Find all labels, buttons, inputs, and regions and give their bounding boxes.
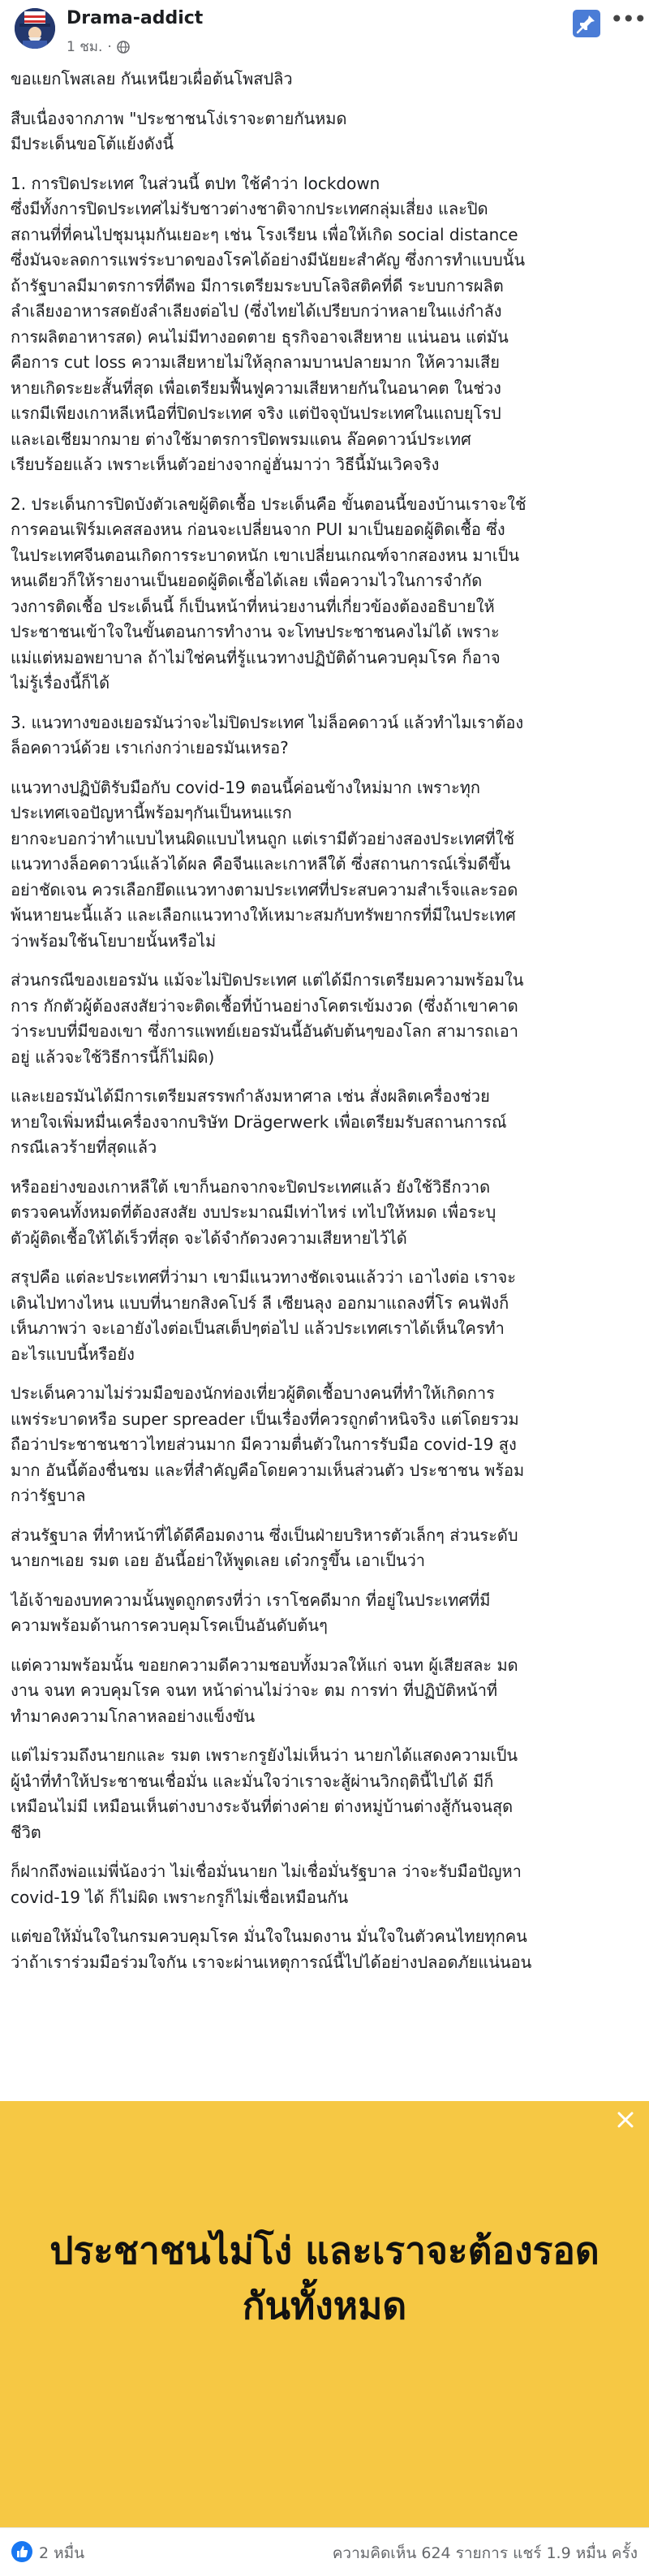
- page-name[interactable]: Drama-addict: [67, 8, 204, 28]
- uncle-sam-avatar-icon: [15, 8, 55, 49]
- post-paragraph: และเยอรมันได้มีการเตรียมสรรพกำลังมหาศาล เช่น สั่งผลิตเครื่องช่วย หายใจเพิ่มหมื่นเครื่องจากบริษัท Drägerwerk เพื่อเตรียมรับสถานการณ์ กรณีเลวร้ายที่สุดแล้ว: [11, 1086, 507, 1157]
- like-icon[interactable]: [11, 2541, 32, 2562]
- post-paragraph: ไอ้เจ้าของบทความนั้นพูดถูกตรงที่ว่า เราโชคดีมาก ที่อยู่ในประเทศที่มี ความพร้อมด้านการควบคุมโรคเป็นอันดับต้นๆ: [11, 1590, 491, 1635]
- pin-button[interactable]: [573, 10, 600, 37]
- post-paragraph: แนวทางปฏิบัติรับมือกับ covid-19 ตอนนี้ค่อนข้างใหม่มาก เพราะทุก ประเทศเจอปัญหานี้พร้อมๆกันเป็นหนแรก ยากจะบอกว่าทำแบบไหนผิดแบบไหนถูก แต่เรามีตัวอย่างสองประเทศที่ใช้ แนวทางล็อคดาวน์แล้วได้ผล คือจีนและเกาหลีใต้ ซึ่งสถานการณ์เริ่มดีขึ้น อย่าชัดเจน ควรเลือกยึดแนวทางตามประเทศที่ประสบความสำเร็จและรอด พ้นหายนะนี้แล้ว และเลือกแนวทางให้เหมาะสมกับทรัพยากรที่มีในประเทศ ว่าพร้อมใช้นโยบายนั้นหรือไม่: [11, 777, 518, 951]
- post-paragraph: สรุปคือ แต่ละประเทศที่ว่ามา เขามีแนวทางชัดเจนแล้วว่า เอาไงต่อ เราจะ เดินไปทางไหน แบบที่นายกสิงคโปร์ ลี เซียนลุง ออกมาแถลงที่โร คนฟังก็ เห็นภาพว่า จะเอายังไงต่อเป็นสเต็ปๆต่อไป แล้วประเทศเราได้เห็นใครทำ อะไรแบบนี้หรือยัง: [11, 1267, 516, 1364]
- like-count[interactable]: 2 หมื่น: [39, 2544, 85, 2562]
- more-options-icon[interactable]: •••: [610, 6, 646, 32]
- post-paragraph: 3. แนวทางของเยอรมันว่าจะไม่ปิดประเทศ ไม่ล็อคดาวน์ แล้วทำไมเราต้อง ล็อคดาวน์ด้วย เราเก่งกว่าเยอรมันเหรอ?: [11, 712, 524, 757]
- post-paragraph: แต่ความพร้อมนั้น ขอยกความดีความชอบทั้งมวลให้แก่ จนท ผู้เสียสละ มด งาน จนท ควบคุมโรค จนท หน้าด่านไม่ว่าจะ ตม การท่า ที่ปฏิบัติหน้าที่ ทำมาคงความโกลาหลอย่างแข็งขัน: [11, 1655, 518, 1726]
- post-paragraph: ประเด็นความไม่ร่วมมือของนักท่องเที่ยวผู้ติดเชื้อบางคนที่ทำให้เกิดการ แพร่ระบาดหรือ super spreader เป็นเรื่องที่ควรถูกตำหนิจริง แต่โดยรวม ถือว่าประชาชนชาวไทยส่วนมาก มีความตื่นตัวในการรับมือ covid-19 สูง มาก อันนี้ต้องชื่นชม และที่สำคัญคือโดยความเห็นส่วนตัว ประชาชน พร้อม กว่ารัฐบาล: [11, 1383, 525, 1505]
- post-body: [11, 67, 640, 2096]
- close-icon[interactable]: [615, 2109, 636, 2130]
- post-meta: [67, 36, 130, 58]
- page-avatar[interactable]: [15, 8, 55, 49]
- meta-separator: ·: [107, 38, 112, 55]
- post-header: [0, 0, 649, 65]
- banner-quote-text: ประชาชนไม่โง่ และเราจะต้องรอด กันทั้งหมด: [49, 2229, 600, 2328]
- post-paragraph: ส่วนรัฐบาล ที่ทำหน้าที่ได้ดีคือมดงาน ซึ่งเป็นฝ่ายบริหารตัวเล็กๆ ส่วนระดับ นายกฯเอย รมต เอย อันนี้อย่าให้พูดเลย เด๋วกรูขึ้น เอาเป็นว่า: [11, 1525, 518, 1570]
- post-paragraph: 1. การปิดประเทศ ในส่วนนี้ ตปท ใช้คำว่า lockdown ซึ่งมีทั้งการปิดประเทศไม่รับชาวต่างชาติจากประเทศกลุ่มเสี่ยง และปิด สถานที่ที่คนไปชุมนุมกันเยอะๆ เช่น โรงเรียน เพื่อให้เกิด social distance ซึ่งมันจะลดการแพร่ระบาดของโรคได้อย่างมีนัยยะสำคัญ ซึ่งการทำแบบนั้น ถ้ารัฐบาลมีมาตรการที่ดีพอ มีการเตรียมระบบโลจิสติคที่ดี ระบบการผลิต ลำเลียงอาหารสดยังลำเลียงต่อไป (ซึ่งไทยได้เปรียบกว่าหลายในแง่กำลัง การผลิตอาหารสด) คนไม่มีทางอดตาย ธุรกิจอาจเสียหาย แน่นอน แต่มัน คือการ cut loss ความเสียหายไม่ให้ลุกลามบานปลายมาก ให้ความเสีย หายเกิดระยะสั้นที่สุด เพื่อเตรียมฟื้นฟูความเสียหายกันในอนาคต ในช่วง แรกมีเพียงเกาหลีเหนือที่ปิดประเทศ จริง แต่ปัจจุบันประเทศในแถบยุโรป และเอเชียมากมาย ต่างใช้มาตรการปิดพรมแดน ล๊อคดาวน์ประเทศ เรียบร้อยแล้ว เพราะเห็นตัวอย่างจากอู่ฮั่นมาว่า วิธีนี้มันเวิคจริง: [11, 173, 525, 474]
- post-time[interactable]: 1 ชม.: [67, 39, 103, 55]
- post-paragraph: ก็ฝากถึงพ่อแม่พี่น้องว่า ไม่เชื่อมั่นนายก ไม่เชื่อมั่นรัฐบาล ว่าจะรับมือปัญหา covid-19 ได้ ก็ไม่ผิด เพราะกรูก็ไม่เชื่อเหมือนกัน: [11, 1862, 522, 1907]
- post-paragraph: หรืออย่างของเกาหลีใต้ เขาก็นอกจากจะปิดประเทศแล้ว ยังใช้วิธีกวาด ตรวจคนทั้งหมดที่ต้องสงสัย งบประมาณมีเท่าไหร่ เทไปให้หมด เพื่อระบุ ตัวผู้ติดเชื้อให้ได้เร็วที่สุด จะได้จำกัดวงความเสียหายไว้ได้: [11, 1176, 496, 1248]
- post-paragraph: แต่ไม่รวมถึงนายกและ รมต เพราะกรูยังไม่เห็นว่า นายกได้แสดงความเป็น ผู้นำที่ทำให้ประชาชนเชื่อมั่น และมั่นใจว่าเราจะสู้ผ่านวิกฤตินี้ไปได้ มีก็ เหมือนไม่มี เหมือนเห็นต่างบางระจันที่ต่างค่าย ต่างหมู่บ้านต่างสู้กันจนสุด ชีวิต: [11, 1745, 518, 1842]
- post-paragraph: 2. ประเด็นการปิดบังตัวเลขผู้ติดเชื้อ ประเด็นคือ ขั้นตอนนี้ของบ้านเราจะใช้ การคอนเฟิร์มเคสสองหน ก่อนจะเปลี่ยนจาก PUI มาเป็นยอดผู้ติดเชื้อ ซึ่ง ในประเทศจีนตอนเกิดการระบาดหนัก เขาเปลี่ยนเกณฑ์จากสองหน มาเป็น หนเดียวก็ให้รายงานเป็นยอดผู้ติดเชื้อได้เลย เพื่อความไวในการจำกัด วงการติดเชื้อ ประเด็นนี้ ก็เป็นหน้าที่หน่วยงานที่เกี่ยวข้องต้องอธิบายให้ ประชาชนเข้าใจในขั้นตอนการทำงาน จะโทษประชาชนคงไม่ได้ เพราะ แม่แต่หมอพยาบาล ถ้าไม่ใช่คนที่รู้แนวทางปฏิบัติด้านควบคุมโรค ก็อาจ ไม่รู้เรื่องนี้ก็ได้: [11, 494, 527, 693]
- quote-banner[interactable]: [0, 2101, 649, 2527]
- pin-icon: [573, 10, 600, 37]
- post-paragraph: ขอแยกโพสเลย กันเหนียวเผื่อต้นโพสปลิว: [11, 69, 293, 88]
- comments-shares-count[interactable]: ความคิดเห็น 624 รายการ แชร์ 1.9 หมื่น ครั้ง: [332, 2544, 638, 2562]
- post-paragraph: แต่ขอให้มั่นใจในกรมควบคุมโรค มั่นใจในมดงาน มั่นใจในตัวคนไทยทุกคน ว่าถ้าเราร่วมมือร่วมใจกัน เราจะผ่านเหตุการณ์นี้ไปได้อย่างปลอดภัยแน่นอน: [11, 1927, 532, 1972]
- post-paragraph: ส่วนกรณีของเยอรมัน แม้จะไม่ปิดประเทศ แต่ได้มีการเตรียมความพร้อมใน การ กักตัวผู้ต้องสงสัยว่าจะติดเชื้อที่บ้านอย่างโคตรเข้มงวด (ซึ่งถ้าเขาคาด ว่าระบบที่มีของเขา ซึ่งการแพทย์เยอรมันนี้อันดับต้นๆของโลก สามารถเอา อยู่ แล้วจะใช้วิธีการนี้ก็ไม่ผิด): [11, 970, 524, 1067]
- globe-icon: [117, 41, 130, 54]
- reactions-bar: [0, 2527, 649, 2576]
- post-paragraph: สืบเนื่องจากภาพ "ประชาชนโง่เราจะตายกันหมด มีประเด็นขอโต้แย้งดังนี้: [11, 108, 347, 153]
